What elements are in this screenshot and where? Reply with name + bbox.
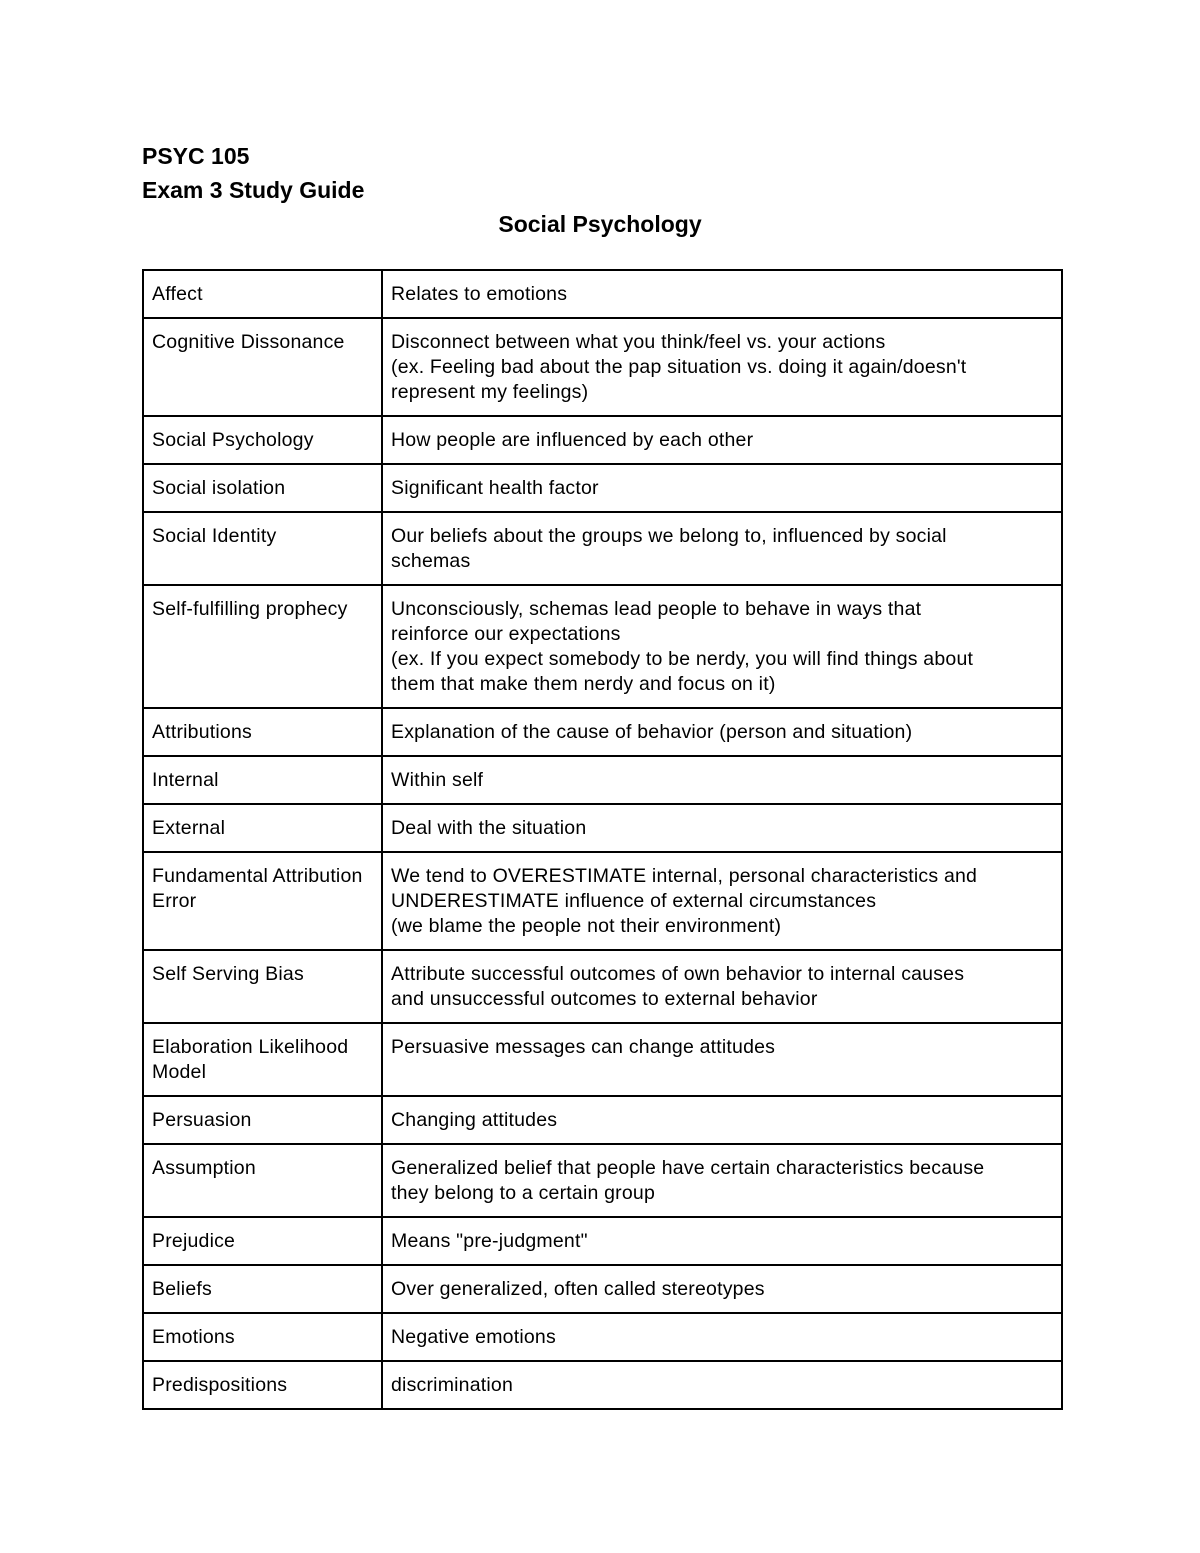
definition-line: Generalized belief that people have certain characteristics because bbox=[391, 1157, 985, 1179]
definition-cell bbox=[382, 512, 1062, 585]
definition-line: (we blame the people not their environment) bbox=[391, 915, 782, 937]
table-row bbox=[143, 1096, 1062, 1144]
term-cell: Beliefs bbox=[143, 1265, 382, 1313]
term-cell: Predispositions bbox=[143, 1361, 382, 1409]
table-row bbox=[143, 1144, 1062, 1217]
table-row bbox=[143, 318, 1062, 416]
definition-line: Attribute successful outcomes of own behavior to internal causes bbox=[391, 963, 965, 985]
table-row bbox=[143, 852, 1062, 950]
table-row bbox=[143, 708, 1062, 756]
definition-cell bbox=[382, 416, 1062, 464]
definition-line: they belong to a certain group bbox=[391, 1182, 656, 1204]
table-row bbox=[143, 950, 1062, 1023]
table-row bbox=[143, 1023, 1062, 1096]
table-row bbox=[143, 416, 1062, 464]
definition-cell bbox=[382, 804, 1062, 852]
definition-cell bbox=[382, 852, 1062, 950]
definition-cell bbox=[382, 1217, 1062, 1265]
definition-line: Persuasive messages can change attitudes bbox=[391, 1036, 776, 1058]
table-row bbox=[143, 1313, 1062, 1361]
section-title: Social Psychology bbox=[498, 211, 702, 237]
definition-cell bbox=[382, 1361, 1062, 1409]
term-cell: Persuasion bbox=[143, 1096, 382, 1144]
terms-table-body bbox=[143, 270, 1062, 1409]
term-cell: Prejudice bbox=[143, 1217, 382, 1265]
definition-line: represent my feelings) bbox=[391, 381, 589, 403]
definition-cell bbox=[382, 708, 1062, 756]
table-row bbox=[143, 756, 1062, 804]
definition-line: Negative emotions bbox=[391, 1326, 556, 1348]
definition-line: Deal with the situation bbox=[391, 817, 587, 839]
course-title: PSYC 105 bbox=[142, 143, 250, 169]
definition-cell bbox=[382, 1313, 1062, 1361]
table-row bbox=[143, 1265, 1062, 1313]
term-cell: Affect bbox=[143, 270, 382, 318]
definition-cell bbox=[382, 1096, 1062, 1144]
definition-cell bbox=[382, 1265, 1062, 1313]
term-cell: Social Identity bbox=[143, 512, 382, 585]
definition-line: Significant health factor bbox=[391, 477, 599, 499]
table-row bbox=[143, 512, 1062, 585]
term-cell: Self-fulfilling prophecy bbox=[143, 585, 382, 708]
term-cell: External bbox=[143, 804, 382, 852]
table-row bbox=[143, 270, 1062, 318]
definition-line: Our beliefs about the groups we belong to, influenced by social bbox=[391, 525, 947, 547]
table-row bbox=[143, 1361, 1062, 1409]
table-row bbox=[143, 464, 1062, 512]
definition-line: How people are influenced by each other bbox=[391, 429, 754, 451]
definition-line: Relates to emotions bbox=[391, 283, 568, 305]
term-cell: Emotions bbox=[143, 1313, 382, 1361]
definition-cell bbox=[382, 270, 1062, 318]
definition-line: (ex. If you expect somebody to be nerdy, you will find things about bbox=[391, 648, 974, 670]
definition-cell bbox=[382, 756, 1062, 804]
term-cell: Internal bbox=[143, 756, 382, 804]
definition-cell bbox=[382, 585, 1062, 708]
definition-line: Unconsciously, schemas lead people to behave in ways that bbox=[391, 598, 922, 620]
definition-line: Within self bbox=[391, 769, 484, 791]
term-cell: Elaboration Likelihood Model bbox=[143, 1023, 382, 1096]
definition-line: (ex. Feeling bad about the pap situation vs. doing it again/doesn't bbox=[391, 356, 967, 378]
terms-table bbox=[142, 269, 1063, 1410]
table-row bbox=[143, 1217, 1062, 1265]
term-cell: Social isolation bbox=[143, 464, 382, 512]
term-cell: Self Serving Bias bbox=[143, 950, 382, 1023]
definition-cell bbox=[382, 464, 1062, 512]
definition-cell bbox=[382, 1023, 1062, 1096]
definition-cell bbox=[382, 950, 1062, 1023]
definition-line: discrimination bbox=[391, 1374, 514, 1396]
table-row bbox=[143, 585, 1062, 708]
definition-line: and unsuccessful outcomes to external behavior bbox=[391, 988, 818, 1010]
term-cell: Assumption bbox=[143, 1144, 382, 1217]
definition-line: schemas bbox=[391, 550, 471, 572]
definition-cell bbox=[382, 1144, 1062, 1217]
definition-line: Means "pre-judgment" bbox=[391, 1230, 588, 1252]
definition-line: reinforce our expectations bbox=[391, 623, 621, 645]
term-cell: Attributions bbox=[143, 708, 382, 756]
term-cell: Fundamental Attribution Error bbox=[143, 852, 382, 950]
study-guide-title: Exam 3 Study Guide bbox=[142, 177, 365, 203]
table-row bbox=[143, 804, 1062, 852]
definition-cell bbox=[382, 318, 1062, 416]
term-cell: Social Psychology bbox=[143, 416, 382, 464]
definition-line: UNDERESTIMATE influence of external circumstances bbox=[391, 890, 877, 912]
definition-line: We tend to OVERESTIMATE internal, personal characteristics and bbox=[391, 865, 978, 887]
definition-line: Disconnect between what you think/feel vs. your actions bbox=[391, 331, 886, 353]
definition-line: Changing attitudes bbox=[391, 1109, 558, 1131]
definition-line: Over generalized, often called stereotypes bbox=[391, 1278, 765, 1300]
definition-line: them that make them nerdy and focus on it) bbox=[391, 673, 776, 695]
definition-line: Explanation of the cause of behavior (person and situation) bbox=[391, 721, 913, 743]
term-cell: Cognitive Dissonance bbox=[143, 318, 382, 416]
